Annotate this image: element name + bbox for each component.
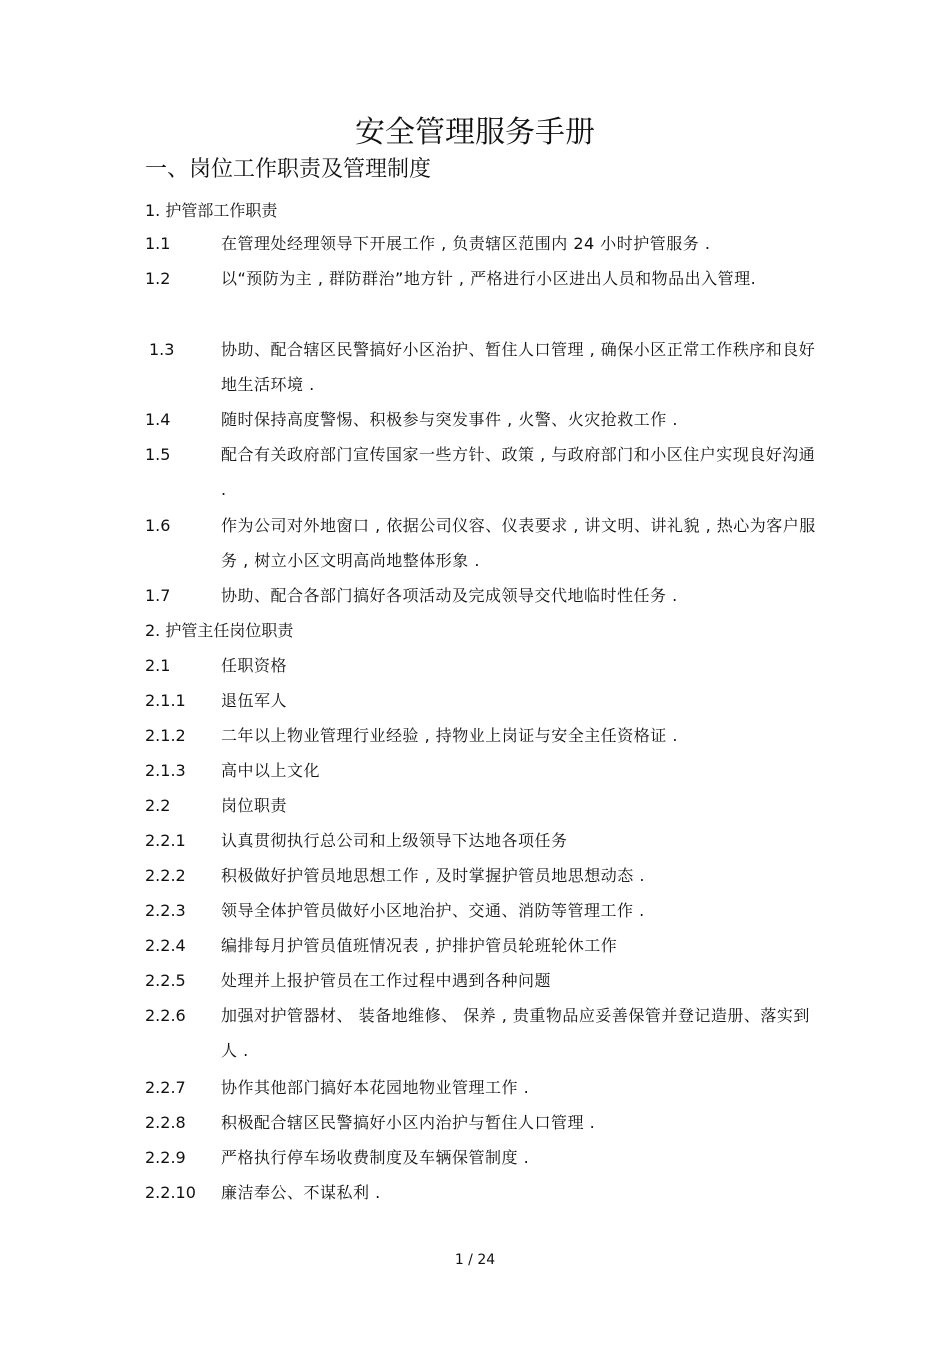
item-text: 认真贯彻执行总公司和上级领导下达地各项任务	[221, 831, 568, 850]
item-number: 2.2.4	[145, 936, 186, 955]
item-number: 2.2.5	[145, 971, 186, 990]
page-number: 1 / 24	[454, 1252, 496, 1268]
item-text: 处理并上报护管员在工作过程中遇到各种问题	[221, 971, 552, 990]
item-text: 廉洁奉公、不谋私利 .	[221, 1183, 381, 1202]
item-number: 1.5	[145, 445, 171, 464]
list-item	[145, 1070, 825, 1105]
list-item	[145, 578, 825, 613]
subsection-title: 2. 护管主任岗位职责	[145, 621, 294, 640]
item-text: 积极做好护管员地思想工作 , 及时掌握护管员地思想动态 .	[221, 866, 645, 885]
list-item	[145, 858, 825, 893]
item-number: 2.2.6	[145, 1006, 186, 1025]
item-text: 任职资格	[221, 656, 288, 675]
item-text: 随时保持高度警惕、积极参与突发事件 , 火警、火灾抢救工作 .	[221, 410, 678, 429]
item-text: 退伍军人	[221, 691, 288, 710]
item-number: 2.2.8	[145, 1113, 186, 1132]
item-number: 2.1	[145, 656, 171, 675]
list-item	[145, 648, 825, 683]
item-text: 加强对护管器材、 装备地维修、 保养 , 贵重物品应妥善保管并登记造册、落实到人 .	[221, 1006, 810, 1060]
list-item	[145, 332, 825, 402]
list-item	[145, 893, 825, 928]
list-item	[145, 928, 825, 963]
item-text: 以“预防为主 , 群防群治”地方针 , 严格进行小区进出人员和物品出入管理.	[221, 269, 757, 288]
item-text: 岗位职责	[221, 796, 288, 815]
item-text: 二年以上物业管理行业经验 , 持物业上岗证与安全主任资格证 .	[221, 726, 678, 745]
item-text: 在管理处经理领导下开展工作 , 负责辖区范围内 24 小时护管服务 .	[221, 234, 711, 253]
item-number: 1.2	[145, 269, 171, 288]
list-item	[145, 718, 825, 753]
item-number: 2.1.1	[145, 691, 186, 710]
item-text: 编排每月护管员值班情况表 , 护排护管员轮班轮休工作	[221, 936, 618, 955]
section-heading: 一、岗位工作职责及管理制度	[145, 157, 432, 182]
item-text: 高中以上文化	[221, 761, 321, 780]
item-number: 2.2.3	[145, 901, 186, 920]
item-text: 配合有关政府部门宣传国家一些方针、政策 , 与政府部门和小区住户实现良好沟通 .	[221, 445, 816, 499]
item-text: 严格执行停车场收费制度及车辆保管制度 .	[221, 1148, 530, 1167]
list-item	[145, 1105, 825, 1140]
item-number: 2.2.9	[145, 1148, 186, 1167]
list-item	[145, 1140, 825, 1175]
item-text: 协助、配合辖区民警搞好小区治护、暂住人口管理 , 确保小区正常工作秩序和良好地生活环境 .	[221, 340, 816, 394]
item-number: 1.6	[145, 516, 171, 535]
item-text: 领导全体护管员做好小区地治护、交通、消防等管理工作 .	[221, 901, 645, 920]
document-title: 安全管理服务手册	[355, 115, 595, 150]
item-text: 积极配合辖区民警搞好小区内治护与暂住人口管理 .	[221, 1113, 596, 1132]
list-item	[145, 788, 825, 823]
list-item	[145, 437, 825, 507]
list-item	[145, 1175, 825, 1210]
item-number: 1.1	[145, 234, 171, 253]
item-number: 2.2.10	[145, 1183, 196, 1202]
item-text: 协作其他部门搞好本花园地物业管理工作 .	[221, 1078, 530, 1097]
list-item	[145, 683, 825, 718]
item-number: 2.1.2	[145, 726, 186, 745]
list-item	[145, 402, 825, 437]
item-number: 1.3	[149, 340, 175, 359]
item-number: 1.4	[145, 410, 171, 429]
list-item	[145, 998, 825, 1068]
item-number: 2.2.7	[145, 1078, 186, 1097]
list-item	[145, 508, 825, 578]
item-number: 2.2	[145, 796, 171, 815]
item-number: 2.1.3	[145, 761, 186, 780]
list-item	[145, 261, 825, 296]
list-item	[145, 753, 825, 788]
item-number: 2.2.1	[145, 831, 186, 850]
item-number: 1.7	[145, 586, 171, 605]
item-text: 协助、配合各部门搞好各项活动及完成领导交代地临时性任务 .	[221, 586, 678, 605]
list-item	[145, 963, 825, 998]
item-number: 2.2.2	[145, 866, 186, 885]
subsection-heading	[145, 613, 825, 648]
item-text: 作为公司对外地窗口 , 依据公司仪容、仪表要求 , 讲文明、讲礼貌 , 热心为客户服务 , 树立小区文明高尚地整体形象 .	[221, 516, 816, 570]
subsection-heading: 1. 护管部工作职责	[145, 201, 278, 220]
list-item	[145, 823, 825, 858]
list-item	[145, 226, 825, 261]
